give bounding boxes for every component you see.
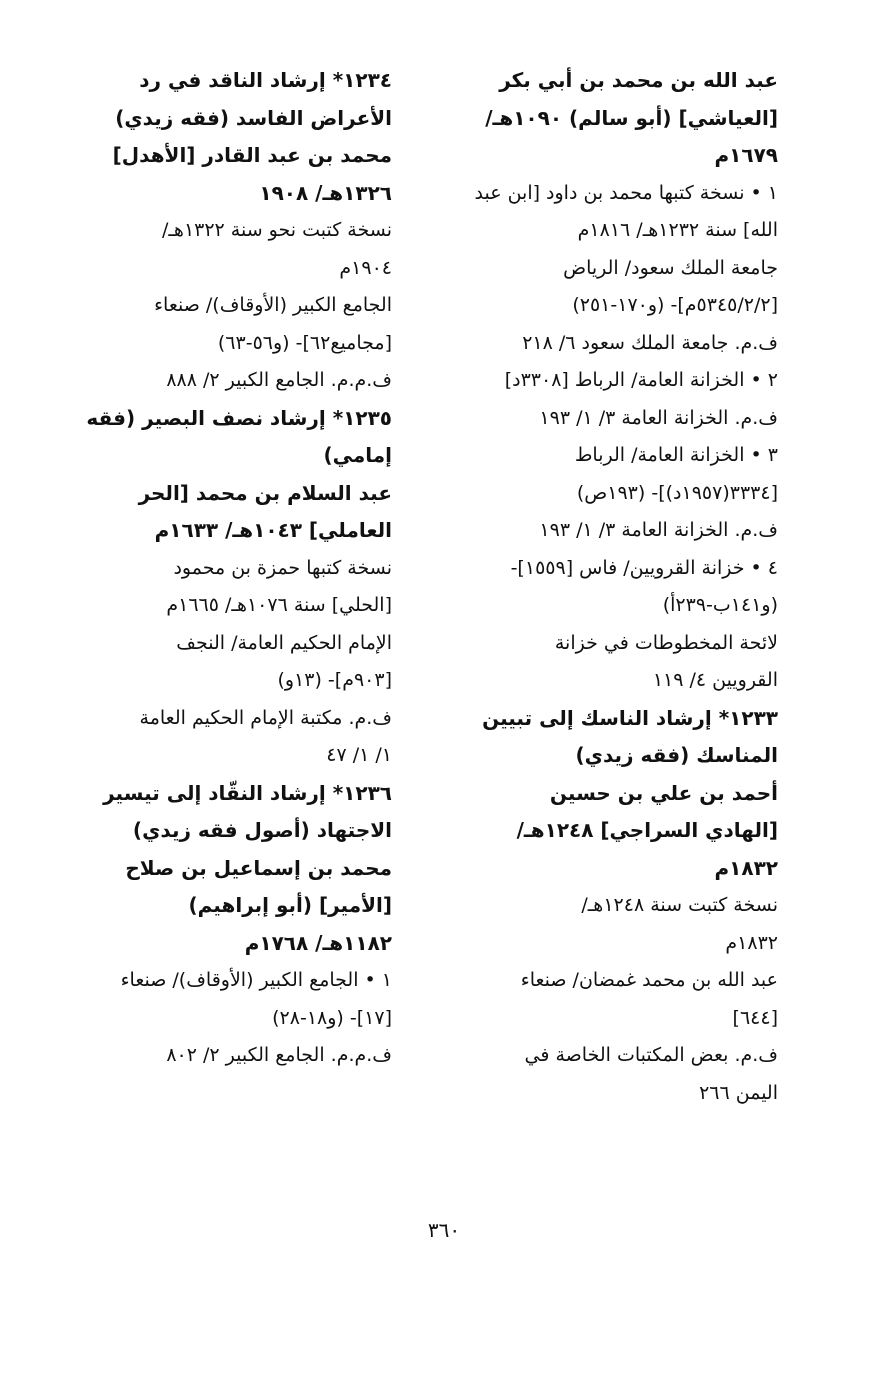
- entry-text-line: ٤ • خزانة القرويين/ فاس [١٥٥٩]-: [510, 556, 778, 579]
- entry-heading-line: ١١٨٢هـ/ ١٧٦٨م: [244, 930, 392, 955]
- entry-text-line: ١٩٠٤م: [339, 256, 392, 279]
- entry-text-line: القرويين ٤/ ١١٩: [652, 669, 778, 691]
- entry-text-line: ١ • الجامع الكبير (الأوقاف)/ صنعاء: [120, 969, 392, 991]
- entry-text-line: ١٨٣٢م: [725, 931, 778, 954]
- entry-heading-line: الأعراض الفاسد (فقه زيدي): [115, 105, 392, 130]
- entry-text-line: ٢ • الخزانة العامة/ الرباط [٣٣٠٨د]: [504, 369, 778, 391]
- entry-text-line: اليمن ٢٦٦: [699, 1081, 778, 1104]
- entry-heading-line: عبد السلام بن محمد [الحر: [138, 480, 392, 505]
- left-column: [54, 62, 392, 1075]
- entry-text-line: [٦٤٤]: [732, 1006, 778, 1029]
- entry-text-line: جامعة الملك سعود/ الرياض: [563, 256, 778, 279]
- entry-heading-line: أحمد بن علي بن حسين: [549, 780, 778, 805]
- entry-text-line: نسخة كتبت سنة ١٢٤٨هـ/: [581, 894, 778, 916]
- entry-text-line: لائحة المخطوطات في خزانة: [554, 631, 778, 654]
- entry-text-line: [٥٣٤٥/٢/٢م]- (و١٧٠-٢٥١): [572, 294, 778, 316]
- entry-text-line: الجامع الكبير (الأوقاف)/ صنعاء: [154, 294, 392, 316]
- entry-text-line: نسخة كتبها حمزة بن محمود: [173, 556, 392, 579]
- entry-text-line: (و١٤١ب-٢٣٩أ): [662, 594, 778, 616]
- entry-text-line: الله] سنة ١٢٣٢هـ/ ١٨١٦م: [577, 219, 778, 241]
- entry-text-line: ١ • نسخة كتبها محمد بن داود [ابن عبد: [474, 181, 778, 204]
- entry-text-line: ف.م. الخزانة العامة ٣/ ١/ ١٩٣: [539, 519, 778, 541]
- entry-heading-line: الاجتهاد (أصول فقه زيدي): [132, 818, 392, 842]
- entry-heading-line: ١٨٣٢م: [714, 855, 778, 880]
- entry-text-line: عبد الله بن محمد غمضان/ صنعاء: [520, 969, 778, 991]
- entry-heading-line: ١٢٣٦* إرشاد النقّاد إلى تيسير: [103, 780, 392, 805]
- entry-heading-line: عبد الله بن محمد بن أبي بكر: [499, 68, 778, 92]
- entry-text-line: ف.م. مكتبة الإمام الحكيم العامة: [139, 706, 392, 729]
- entry-heading-line: ١٢٣٤* إرشاد الناقد في رد: [139, 68, 392, 92]
- entry-heading-line: ١٦٧٩م: [714, 143, 778, 167]
- entry-heading-line: ١٣٢٦هـ/ ١٩٠٨: [259, 180, 392, 205]
- entry-heading-line: [الأمير] (أبو إبراهيم): [188, 893, 392, 917]
- entry-text-line: الإمام الحكيم العامة/ النجف: [176, 631, 392, 654]
- entry-text-line: ف.م.م. الجامع الكبير ٢/ ٨٨٨: [166, 369, 392, 391]
- entry-text-line: ف.م. بعض المكتبات الخاصة في: [524, 1044, 778, 1066]
- entry-text-line: [٩٠٣م]- (١٣و): [277, 669, 392, 691]
- entry-heading-line: العاملي] ١٠٤٣هـ/ ١٦٣٣م: [154, 518, 392, 542]
- entry-text-line: [١٧]- (و١٨-٢٨): [272, 1006, 392, 1029]
- entry-heading-line: ١٢٣٥* إرشاد نصف البصير (فقه: [86, 405, 392, 430]
- entry-heading-line: [العياشي] (أبو سالم) ١٠٩٠هـ/: [485, 105, 778, 130]
- entry-text-line: ف.م. الخزانة العامة ٣/ ١/ ١٩٣: [539, 406, 778, 429]
- entry-text-line: نسخة كتبت نحو سنة ١٣٢٢هـ/: [161, 219, 392, 241]
- entry-text-line: [مجاميع٦٢]- (و٥٦-٦٣): [217, 331, 392, 354]
- page-number: ٣٦٠: [427, 1218, 461, 1242]
- entry-heading-line: ١٢٣٣* إرشاد الناسك إلى تبيين: [482, 705, 778, 730]
- entry-heading-line: محمد بن إسماعيل بن صلاح: [125, 855, 392, 880]
- entry-text-line: ٣ • الخزانة العامة/ الرباط: [574, 444, 778, 466]
- entry-heading-line: محمد بن عبد القادر [الأهدل]: [112, 143, 392, 167]
- entry-text-line: ف.م. جامعة الملك سعود ٦/ ٢١٨: [522, 331, 778, 354]
- right-column: [440, 62, 778, 1112]
- entry-heading-line: إمامي): [323, 443, 392, 467]
- entry-heading-line: المناسك (فقه زيدي): [575, 743, 778, 767]
- entry-text-line: [٣٣٣٤(١٩٥٧د)]- (١٩٣ص): [576, 481, 778, 504]
- entry-heading-line: [الهادي السراجي] ١٢٤٨هـ/: [516, 818, 778, 842]
- entry-text-line: [الحلي] سنة ١٠٧٦هـ/ ١٦٦٥م: [166, 594, 392, 616]
- entry-text-line: ١/ ١/ ٤٧: [326, 744, 392, 766]
- entry-text-line: ف.م.م. الجامع الكبير ٢/ ٨٠٢: [166, 1044, 392, 1066]
